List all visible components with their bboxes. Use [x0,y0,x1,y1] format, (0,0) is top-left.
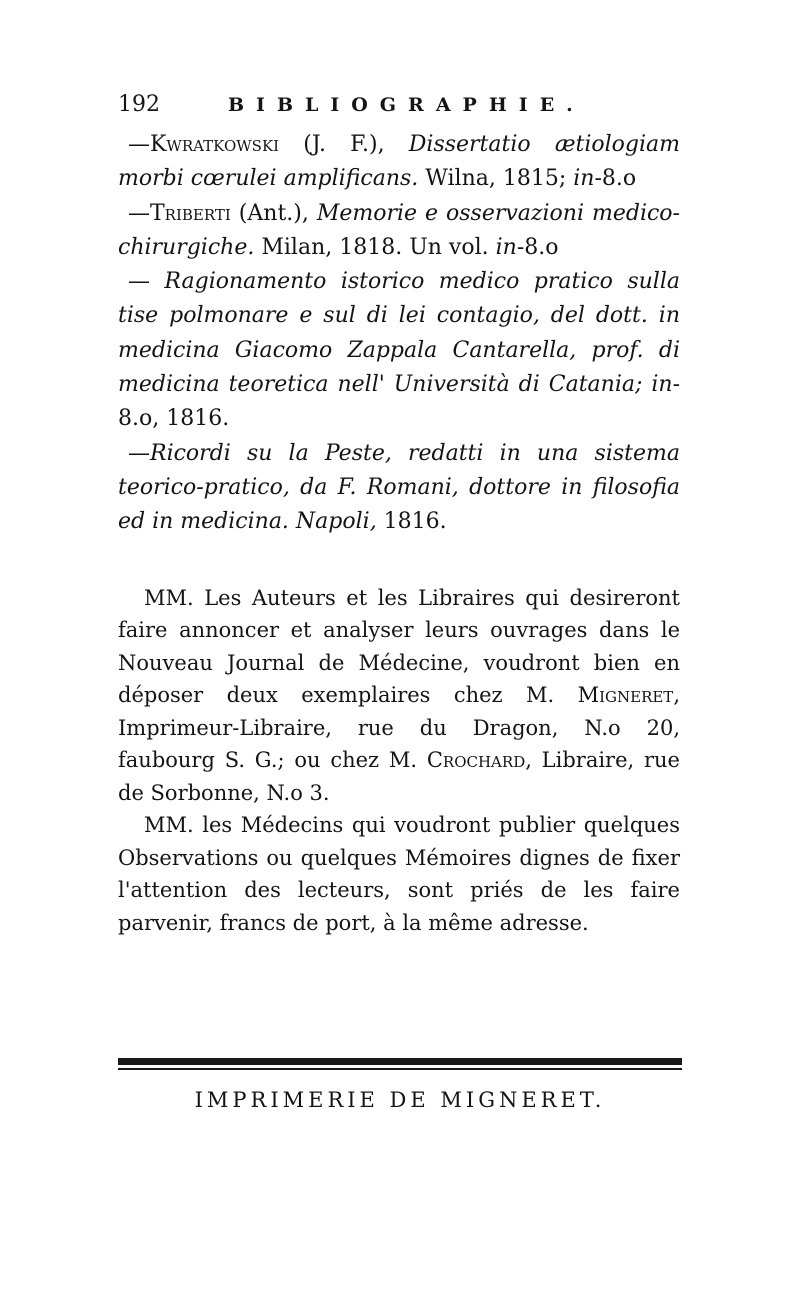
book-page [118,92,680,939]
rule-thin [118,1068,682,1070]
entry-triberti [118,197,680,266]
publisher-notice [118,582,680,940]
entry-dash: — [128,132,150,157]
notice-paragraph-physicians: MM. les Médecins qui voudront publier quelques Observations ou quelques Mémoires dignes de fixer l'attention des lecteurs, sont priés de les faire parvenir, francs de port, à la même adresse. [118,813,680,935]
entry-author: Triberti [150,200,231,226]
running-head [118,92,680,128]
entry-kwratkowski [118,128,680,197]
entry-format: in [642,372,673,398]
entry-dash: — [128,200,150,226]
printer-imprint: IMPRIMERIE DE MIGNERET. [194,1088,606,1112]
entry-initials: (Ant.), [230,200,317,226]
entry-format-rest: -8.o [516,234,559,260]
entry-ragionamento [118,265,680,436]
notice-paragraph-authors [118,582,680,810]
rule-thick [118,1058,682,1065]
entry-format: in [495,234,517,260]
entry-title: Dissertatio ætiologiam morbi cœrulei amplificans. [118,132,681,192]
notice-text: , Imprimeur-Libraire, rue du Dragon, N.o 20, faubourg S. G.; ou chez M. [118,683,680,773]
entry-imprint: -8.o, 1816. [118,372,680,432]
page-number: 192 [118,92,160,117]
entry-dash: — [128,269,165,295]
entry-ricordi [118,437,680,540]
notice-text: , Libraire, rue de Sorbonne, N.o 3. [118,748,680,805]
entry-title: Ricordi su la Peste, redatti in una sistema teorico-pratico, da F. Romani, dottore in filosofia ed in medicina. Napoli, [118,440,680,535]
entry-title: Memorie e osservazioni medico-chirurgiche. [118,200,680,260]
printer-name-migneret: Migneret [577,683,674,708]
entry-format: in [573,166,595,192]
entry-imprint: 1816. [376,509,447,535]
entry-author: Kwratkowski [150,132,280,157]
running-title: BIBLIOGRAPHIE. [228,94,585,116]
double-rule-divider [118,1058,682,1070]
entry-format-rest: -8.o [594,166,637,192]
entry-initials: (J. F.), [279,132,409,157]
entry-imprint: Wilna, 1815; [418,166,574,192]
entry-title: Ragionamento istorico medico pratico sulla tise polmonare e sul di lei contagio, del dott. in medicina Giacomo Zappala Cantarella, prof. di medicina teoretica nell' Università di Catania; [118,269,680,398]
entry-dash: — [128,440,150,466]
notice-text: MM. Les Auteurs et les Libraires qui desireront faire annoncer et analyser leurs ouvrages dans le Nouveau Journal de Médecine, voudront bien en déposer deux exemplaires chez M. [118,585,680,708]
entry-imprint: Milan, 1818. Un vol. [254,234,496,260]
bibliography-entries [118,128,680,540]
bookseller-name-crochard: Crochard [426,748,526,773]
